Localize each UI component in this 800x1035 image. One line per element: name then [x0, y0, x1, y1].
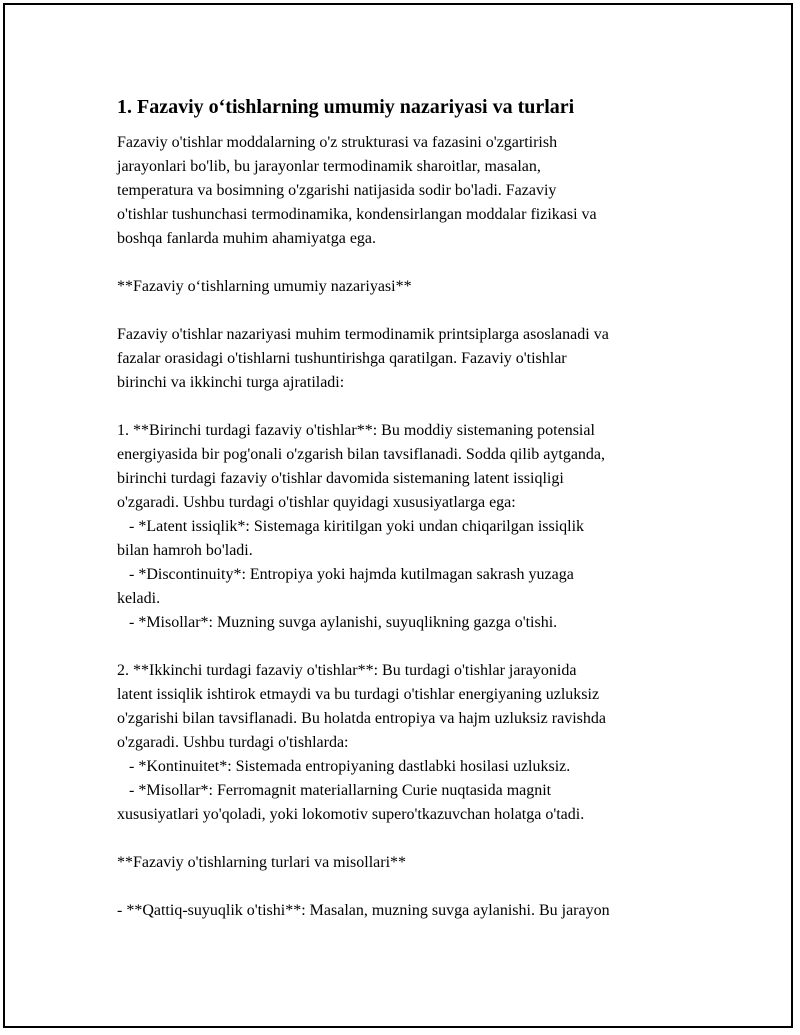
text-line: - *Latent issiqlik*: Sistemaga kiritilgan yoki undan chiqarilgan issiqlik	[117, 518, 585, 535]
document-text	[117, 131, 697, 923]
text-line: Fazaviy o'tishlar moddalarning o'z strukturasi va fazasini o'zgartirish	[117, 134, 558, 151]
text-line: jarayonlari bo'lib, bu jarayonlar termodinamik sharoitlar, masalan,	[117, 158, 541, 175]
blank-line	[117, 395, 697, 419]
text-line: o'zgaradi. Ushbu turdagi o'tishlar quyidagi xususiyatlarga ega:	[117, 494, 516, 511]
text-line: birinchi turdagi fazaviy o'tishlar davomida sistemaning latent issiqligi	[117, 470, 564, 487]
text-line: boshqa fanlarda muhim ahamiyatga ega.	[117, 230, 377, 247]
text-line: o'tishlar tushunchasi termodinamika, kondensirlangan moddalar fizikasi va	[117, 206, 597, 223]
text-line: xususiyatlari yo'qoladi, yoki lokomotiv supero'tkazuvchan holatga o'tadi.	[117, 806, 585, 823]
text-line: birinchi va ikkinchi turga ajratiladi:	[117, 374, 345, 391]
text-line: - *Discontinuity*: Entropiya yoki hajmda kutilmagan sakrash yuzaga	[117, 566, 574, 583]
text-line: **Fazaviy o'tishlarning turlari va misollari**	[117, 854, 407, 871]
text-line: Fazaviy o'tishlar nazariyasi muhim termodinamik printsiplarga asoslanadi va	[117, 326, 609, 343]
text-line: energiyasida bir pog'onali o'zgarish bilan tavsiflanadi. Sodda qilib aytganda,	[117, 446, 606, 463]
document-body	[117, 93, 697, 923]
text-line: latent issiqlik ishtirok etmaydi va bu turdagi o'tishlar energiyaning uzluksiz	[117, 686, 600, 703]
text-line: o'zgarishi bilan tavsiflanadi. Bu holatda entropiya va hajm uzluksiz ravishda	[117, 710, 606, 727]
blank-line	[117, 875, 697, 899]
text-line: o'zgaradi. Ushbu turdagi o'tishlarda:	[117, 734, 349, 751]
blank-line	[117, 251, 697, 275]
text-line: temperatura va bosimning o'zgarishi natijasida sodir bo'ladi. Fazaviy	[117, 182, 557, 199]
text-line: 1. **Birinchi turdagi fazaviy o'tishlar**: Bu moddiy sistemaning potensial	[117, 422, 595, 439]
text-line: - *Misollar*: Ferromagnit materiallarning Curie nuqtasida magnit	[117, 782, 552, 799]
text-line: bilan hamroh bo'ladi.	[117, 542, 253, 559]
text-line: 2. **Ikkinchi turdagi fazaviy o'tishlar**: Bu turdagi o'tishlar jarayonida	[117, 662, 577, 679]
text-line: keladi.	[117, 590, 161, 607]
blank-line	[117, 827, 697, 851]
text-line: - **Qattiq-suyuqlik o'tishi**: Masalan, muzning suvga aylanishi. Bu jarayon	[117, 902, 610, 919]
text-line: - *Kontinuitet*: Sistemada entropiyaning dastlabki hosilasi uzluksiz.	[117, 758, 571, 775]
text-line: - *Misollar*: Muzning suvga aylanishi, suyuqlikning gazga o'tishi.	[117, 614, 558, 631]
text-line: fazalar orasidagi o'tishlarni tushuntirishga qaratilgan. Fazaviy o'tishlar	[117, 350, 567, 367]
document-title: 1. Fazaviy o‘tishlarning umumiy nazariyasi va turlari	[117, 96, 575, 118]
blank-line	[117, 635, 697, 659]
blank-line	[117, 299, 697, 323]
text-line: **Fazaviy o‘tishlarning umumiy nazariyasi**	[117, 278, 412, 295]
